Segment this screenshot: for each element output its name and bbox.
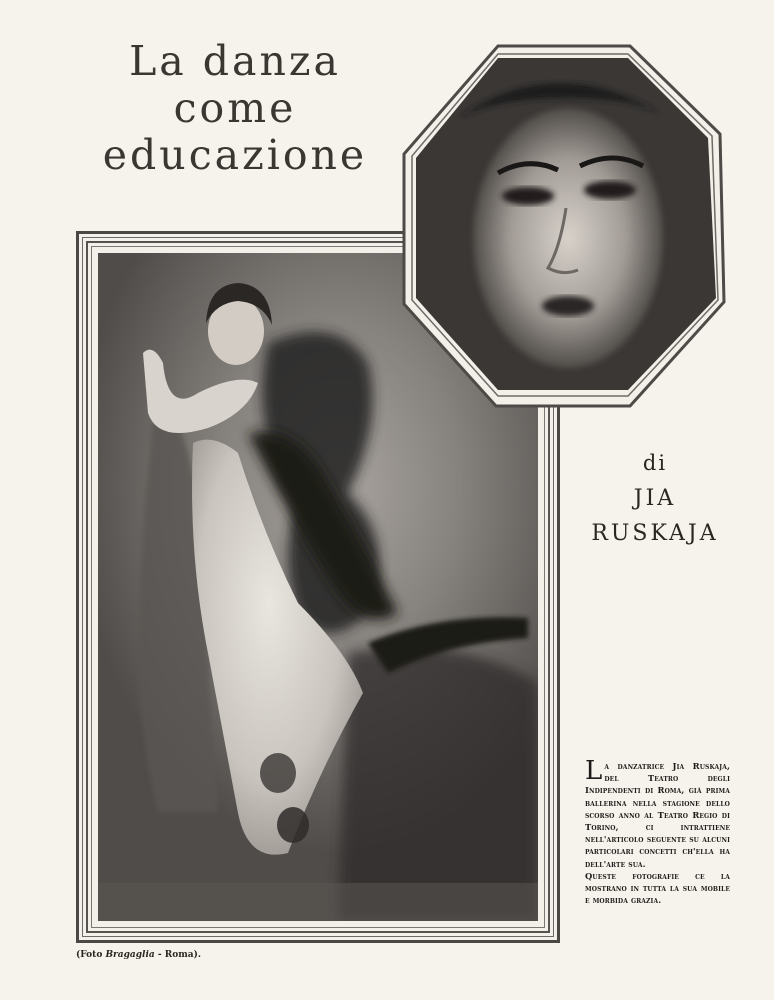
byline-last-name: RUSKAJA	[591, 521, 719, 546]
credit-open: (Foto	[76, 950, 106, 960]
title-line-3: educazione	[102, 131, 368, 179]
byline-first-name: JIA	[633, 486, 677, 511]
photo-credit	[76, 950, 201, 960]
credit-photographer: Bragaglia	[105, 950, 155, 960]
caption-paragraph-1-text: a danzatrice Jia Ruskaja, del Teatro degli Indipendenti di Roma, già prima ballerina nella stagione dello scorso anno al Teatro Regio di Torino, ci intrattiene nell'articolo seguente su alcuni particolari concetti ch'ella ha dell'arte sua.	[585, 761, 730, 869]
portrait-photo	[398, 38, 726, 414]
byline	[560, 446, 750, 551]
caption-paragraph-1	[585, 756, 730, 870]
credit-rest: - Roma).	[154, 950, 201, 960]
article-title	[70, 38, 400, 179]
octagon-portrait-image	[398, 38, 726, 414]
title-line-2: come	[173, 84, 297, 132]
byline-prefix: di	[642, 451, 668, 475]
title-line-1: La danza	[129, 37, 341, 85]
drop-cap: L	[585, 756, 603, 786]
caption-text	[585, 756, 730, 906]
caption-paragraph-2: Queste fotografie ce la mostrano in tutta la sua mobile e morbida grazia.	[585, 870, 730, 906]
